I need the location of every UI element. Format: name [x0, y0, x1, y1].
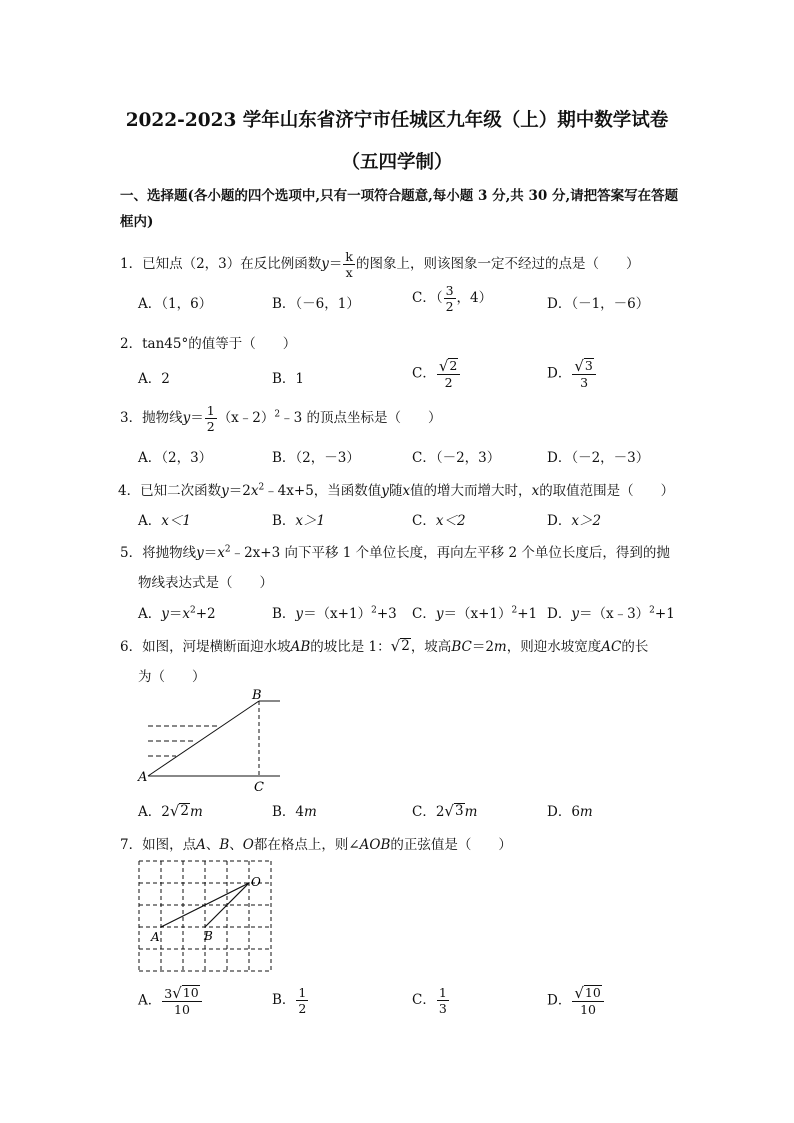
option-a[interactable]: A． 3 √ 10 10 [138, 985, 203, 1017]
fraction: $\frac{1}{3}$ [438, 985, 447, 1016]
option-b[interactable]: B．（2，－3） [272, 450, 360, 466]
option-d[interactable]: D．6m [547, 804, 593, 820]
question-3: 3．抛物线y＝ $\frac{1}{2}$ （x﹣2）$^2$﹣3 的顶点坐标是（ ） [120, 403, 442, 434]
page-subtitle: （五四学制） [341, 152, 453, 173]
embankment-figure [130, 685, 290, 795]
fraction: √ 3 3 [572, 358, 596, 390]
option-d[interactable]: D． √ 10 10 [547, 985, 605, 1017]
option-d[interactable]: D． √ 3 3 [547, 358, 597, 390]
question-1: 1．已知点（2，3）在反比例函数y＝ $\frac{k}{x}$ 的图象上，则该图象一定不经过的点是（ ） [120, 249, 640, 280]
fraction: √ 10 10 [572, 985, 603, 1017]
sqrt: √ 2 [169, 802, 189, 820]
question-6-line2: 为（ ） [138, 669, 206, 685]
slope-ab [148, 701, 259, 776]
fraction: 3 √ 10 10 [162, 985, 201, 1017]
option-a[interactable]: A．（1，6） [138, 296, 213, 312]
option-a[interactable]: A．$y=x^2+2$ [138, 605, 216, 622]
option-d[interactable]: D．（－1，－6） [547, 296, 650, 312]
grid-figure [130, 856, 280, 976]
option-a[interactable]: A．x＜1 [138, 513, 191, 529]
option-d[interactable]: D．（－2，－3） [547, 450, 650, 466]
fraction: $\frac{k}{x}$ [345, 249, 353, 280]
label-o: O [251, 875, 261, 889]
option-b[interactable]: B．（－6，1） [272, 296, 360, 312]
fraction: √ 2 2 [437, 358, 461, 390]
question-number: 3． [120, 410, 143, 426]
page-title: 2022-2023 学年山东省济宁市任城区九年级（上）期中数学试卷 [125, 110, 669, 131]
option-b[interactable]: B．4m [272, 804, 317, 820]
fraction: $\frac{3}{2}$ [445, 283, 454, 314]
label-a: A [138, 770, 148, 785]
option-c[interactable]: C．（－2，3） [412, 450, 501, 466]
label-c: C [254, 780, 264, 795]
sqrt: √ 10 [172, 984, 199, 1002]
question-5-line2: 物线表达式是（ ） [138, 575, 273, 591]
sqrt: √ 10 [574, 984, 601, 1002]
option-d[interactable]: D．x＞2 [547, 513, 602, 529]
option-a[interactable]: A．2 √ 2 m [138, 802, 203, 820]
option-b[interactable]: B． $\frac{1}{2}$ [272, 985, 307, 1016]
question-4: 4．已知二次函数$y=2x^2﹣4x+5$，当函数值y随x值的增大而增大时，x的取值范围是（ ） [118, 482, 675, 499]
question-number: 6． [120, 639, 143, 655]
section-heading: 一、选择题(各小题的四个选项中,只有一项符合题意,每小题 3 分,共 30 分,请把答案写在答题框内) [120, 188, 679, 230]
label-a: A [151, 930, 160, 944]
option-c[interactable]: C．（ $\frac{3}{2}$ ，4） [412, 283, 493, 314]
question-number: 1． [120, 256, 143, 272]
option-b[interactable]: B．1 [272, 371, 305, 387]
question-number: 2． [120, 336, 143, 352]
option-c[interactable]: C． √ 2 2 [412, 358, 461, 390]
label-b: B [204, 929, 213, 943]
question-6: 6．如图，河堤横断面迎水坡AB的坡比是 1： √ 2 ，坡高BC＝2m，则迎水坡宽度AC的长 [120, 637, 649, 655]
question-number: 5． [120, 545, 143, 561]
option-b[interactable]: B．x＞1 [272, 513, 326, 529]
fraction: $\frac{1}{2}$ [298, 985, 307, 1016]
option-a[interactable]: A．（2，3） [138, 450, 213, 466]
question-2: 2．tan45°的值等于（ ） [120, 336, 297, 352]
option-a[interactable]: A．2 [138, 371, 170, 387]
option-c[interactable]: C．2 √ 3 m [412, 802, 478, 820]
sqrt: √ 3 [444, 802, 464, 820]
sqrt: √ 2 [390, 637, 410, 655]
question-7: 7．如图，点A、B、O都在格点上，则∠AOB的正弦值是（ ） [120, 837, 512, 853]
question-5: 5．将抛物线$y=x^2﹣2x+3$ 向下平移 1 个单位长度，再向左平移 2 个单位长度后，得到的抛 [120, 544, 670, 561]
fraction: $\frac{1}{2}$ [206, 403, 215, 434]
sqrt: √ 2 [438, 357, 458, 375]
label-b: B [252, 688, 262, 703]
sqrt: √ 3 [574, 357, 593, 375]
question-number: 7． [120, 837, 143, 853]
option-c[interactable]: C． $\frac{1}{3}$ [412, 985, 447, 1016]
option-c[interactable]: C．$y=(x+1)^2+1$ [412, 605, 538, 622]
option-d[interactable]: D．y＝（x﹣3）$^2$+1 [547, 605, 675, 622]
question-number: 4． [118, 483, 141, 499]
option-c[interactable]: C．x＜2 [412, 513, 466, 529]
option-b[interactable]: B．$y=(x+1)^2+3$ [272, 605, 397, 622]
